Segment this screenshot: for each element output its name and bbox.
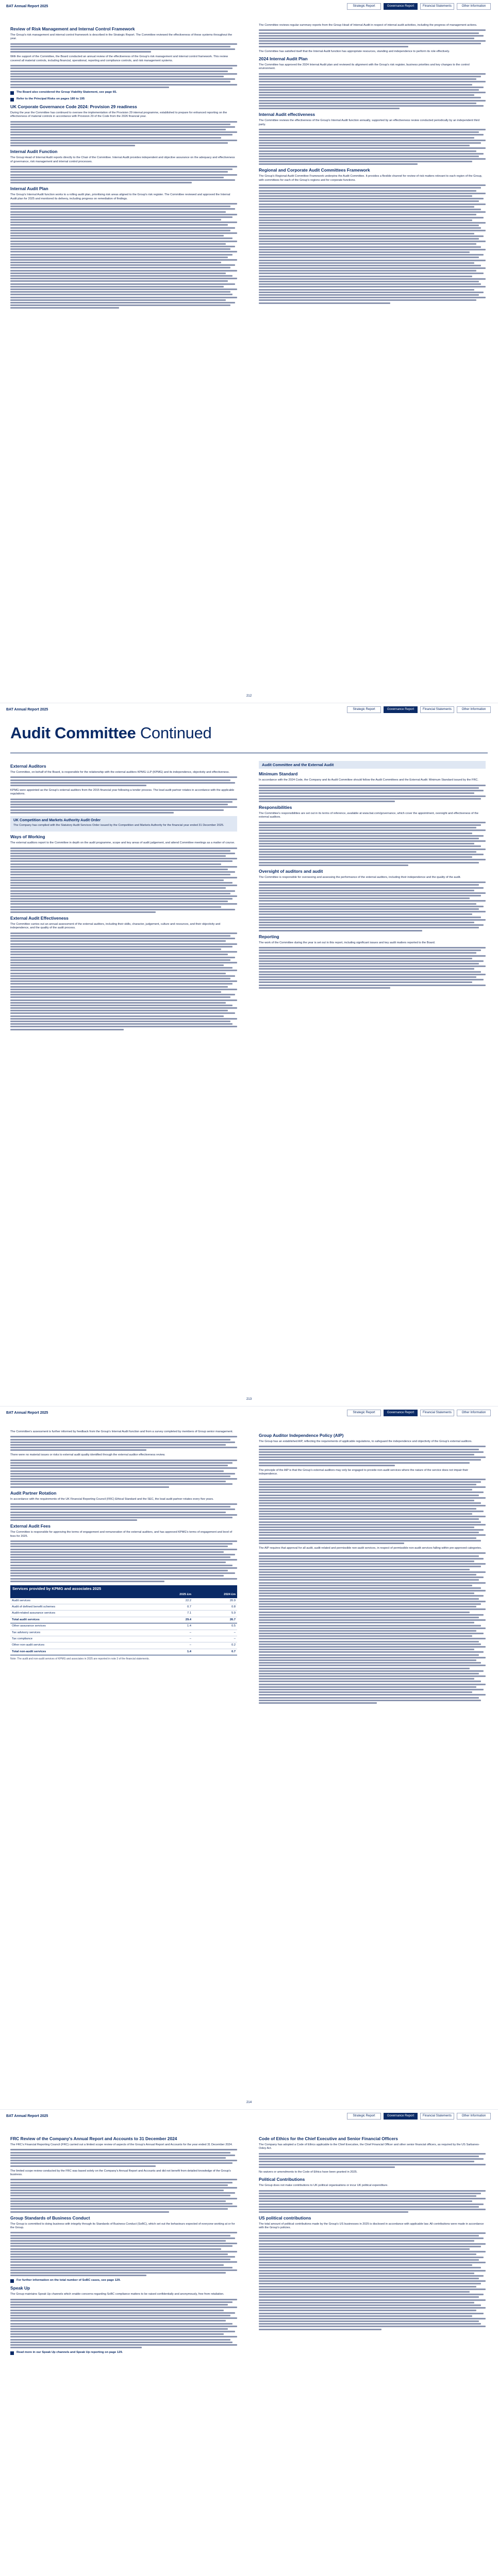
section-heading: 2024 Internal Audit Plan — [259, 56, 308, 61]
text-lines — [259, 822, 486, 866]
row-value: 22.2 — [148, 1598, 193, 1604]
section-heading: Speak Up — [10, 2285, 30, 2291]
section-heading: Minimum Standard — [259, 771, 298, 777]
arrow-icon — [10, 2279, 14, 2283]
row-label: Audit of defined benefit schemes — [10, 1604, 148, 1611]
section-heading: US political contributions — [259, 2215, 311, 2221]
section-nav — [347, 2113, 491, 2120]
section-heading: Review of Risk Management and Internal Control Framework — [10, 26, 135, 31]
cross-reference[interactable]: Refer to the Principal Risks on pages 180 to 195 — [10, 97, 237, 101]
header-bar — [0, 2110, 498, 2123]
paragraph: The Group's Regional Audit Committee Framework underpins the Audit Committee. It provides a flexible channel for review of risk matters relevant to each region of the Group, with committees for each of the Group's regions and for corporate functions. — [259, 175, 483, 182]
header-bar — [0, 703, 498, 717]
row-value: 5.9 — [193, 1611, 237, 1617]
text-lines — [10, 848, 237, 913]
tab-strategic-report[interactable]: Strategic Report — [347, 706, 381, 713]
paragraph: With the support of the Committee, the Board conducted an annual review of the effectiveness of the Group's risk management and internal control framework. This review covered all material controls, including financial, operational, reporting and compliance controls, and risk management systems. — [10, 55, 228, 62]
text-lines — [10, 1460, 237, 1488]
tab-other-information[interactable]: Other Information — [457, 706, 491, 713]
table-row — [10, 1636, 237, 1642]
text-lines — [10, 2149, 237, 2166]
fees-table — [10, 1592, 237, 1655]
paragraph: KPMG were appointed as the Group's external auditors from the 2015 financial year following a tender process. The lead audit partner rotates in accordance with the applicable regulations. — [10, 788, 235, 796]
section-nav — [347, 1410, 491, 1416]
cross-reference[interactable]: Read more in our Speak Up channels and Speak Up reporting on page 129. — [10, 2351, 237, 2355]
table-header-row — [10, 1592, 237, 1598]
paragraph: The FRC's Financial Reporting Council (FRC) carried out a limited scope review of aspects of the Group's Annual Report and Accounts for the year ended 31 December 2024. — [10, 2143, 233, 2146]
column-header: 2024 £m — [193, 1592, 237, 1598]
section-heading: External Audit Fees — [10, 1523, 51, 1529]
paragraph: The Group does not make contributions to UK political organisations or incur UK political expenditure. — [259, 2184, 388, 2188]
text-lines — [10, 203, 237, 309]
paragraph: No waivers or amendments to the Code of Ethics have been granted in 2025. — [259, 2170, 358, 2174]
tab-financial-statements[interactable]: Financial Statements — [420, 706, 454, 713]
cross-reference[interactable]: For further information on the total number of SoBC cases, see page 129. — [10, 2279, 237, 2283]
row-value: 7.1 — [148, 1611, 193, 1617]
row-value: – — [148, 1636, 193, 1642]
paragraph: During the year the Committee has continued to oversee the implementation of the Provision 29 internal programme, established to prepare for enhanced reporting on the effectiveness of material controls in accordance with Provision 29 of the Code from the 2026 financial year. — [10, 111, 227, 118]
column-header — [10, 1592, 148, 1598]
tab-other-information[interactable]: Other Information — [457, 2113, 491, 2120]
page-1 — [0, 0, 498, 703]
text-lines — [259, 2190, 486, 2213]
page-2 — [0, 703, 498, 1406]
report-title: BAT Annual Report 2025 — [6, 2114, 48, 2118]
row-value: 1.4 — [148, 1649, 193, 1655]
row-value: 20.9 — [193, 1598, 237, 1604]
row-value: 1.4 — [148, 1623, 193, 1630]
row-label: Total non-audit services — [10, 1649, 148, 1655]
text-lines — [10, 933, 237, 1030]
row-value: – — [148, 1642, 193, 1649]
page1-left-column — [10, 24, 237, 311]
paragraph: The external auditors report to the Committee in depth on the audit programme, scope and key areas of audit judgement, and attend Committee meetings as a matter of course. — [10, 841, 235, 845]
page-number: 213 — [246, 1397, 252, 1401]
text-lines — [259, 947, 486, 989]
section-heading: Reporting — [259, 934, 279, 939]
table-row — [10, 1611, 237, 1617]
row-value: – — [148, 1630, 193, 1636]
paragraph: The Group's risk management and internal control framework is described in the Strategic Report. The Committee reviewed the effectiveness of these systems throughout the year. — [10, 33, 233, 41]
text-lines — [259, 184, 486, 303]
row-value: 0.7 — [148, 1604, 193, 1611]
arrow-icon — [10, 98, 14, 101]
report-title: BAT Annual Report 2025 — [6, 708, 48, 711]
row-label: Audit-related assurance services — [10, 1611, 148, 1617]
section-heading: Code of Ethics for the Chief Executive and Senior Financial Officers — [259, 2136, 398, 2141]
paragraph: The Committee's responsibilities are set out in its terms of reference, available at www.bat.com/governance, which cover the appointment, oversight and effectiveness of the external auditors. — [259, 811, 478, 819]
row-label: Total audit services — [10, 1617, 148, 1623]
table-row — [10, 1617, 237, 1623]
table-row — [10, 1630, 237, 1636]
page-title: Audit Committee Continued — [10, 724, 212, 742]
report-title: BAT Annual Report 2025 — [6, 1411, 48, 1415]
paragraph: The AIP requires that approval for all audit, audit-related and permissible non-audit services, in respect of permissible non-audit services falling within pre-approved categories. — [259, 1547, 482, 1550]
section-heading: Audit Partner Rotation — [10, 1490, 57, 1496]
row-value: 26.7 — [193, 1617, 237, 1623]
info-box-heading: UK Competition and Markets Authority Audit Order — [13, 818, 101, 822]
text-lines — [10, 1503, 237, 1521]
section-nav — [347, 3, 491, 10]
paragraph: The Committee, on behalf of the Board, is responsible for the relationship with the external auditors KPMG LLP (KPMG) and its independence, objectivity and effectiveness. — [10, 771, 230, 774]
table-row — [10, 1649, 237, 1655]
header-bar — [0, 1406, 498, 1420]
tab-governance-report[interactable]: Governance Report — [384, 2113, 418, 2120]
page3-left-column — [10, 1430, 237, 1661]
section-heading: Oversight of auditors and audit — [259, 868, 323, 874]
table-row — [10, 1642, 237, 1649]
paragraph: In accordance with the 2024 Code, the Company and its Audit Committee should follow the Audit Committees and the External Audit: Minimum Standard issued by the FRC. — [259, 778, 478, 782]
text-lines — [259, 785, 486, 802]
paragraph: The Committee's assessment is further informed by feedback from the Group's Internal Audit function and from a survey completed by members of Group senior management. — [10, 1430, 234, 1433]
row-value: – — [193, 1630, 237, 1636]
text-lines — [10, 799, 237, 814]
paragraph: The work of the Committee during the year is set out in this report, including significant issues and key audit matters reported to the Board. — [259, 941, 436, 944]
page-number: 212 — [246, 693, 252, 698]
text-lines — [10, 2179, 237, 2212]
text-lines — [10, 2299, 237, 2348]
tab-financial-statements[interactable]: Financial Statements — [420, 2113, 454, 2120]
table-row — [10, 1623, 237, 1630]
text-lines — [10, 2232, 237, 2276]
cross-reference[interactable]: The Board also considered the Group Viability Statement, see page 65. — [10, 91, 237, 95]
paragraph: The Group's Internal Audit function works to a rolling audit plan, prioritising risk areas aligned to the Group's risk register. The Committee reviewed and approved the Internal Audit plan for 2025 and monitored its delivery, including progress on remediation of findings. — [10, 193, 230, 200]
section-nav — [347, 706, 491, 713]
section-heading: UK Corporate Governance Code 2024: Provision 29 readiness — [10, 104, 137, 109]
paragraph: The Company has adopted a Code of Ethics applicable to the Chief Executive, the Chief Financial Officer and other senior financial officers, as required by the US Sarbanes-Oxley Act. — [259, 2143, 480, 2150]
text-lines — [10, 776, 237, 786]
paragraph: The Committee is responsible for overseeing and assessing the performance of the external auditors, including their independence and the quality of the audit. — [259, 875, 461, 879]
paragraph: The Committee has approved the 2024 Internal Audit plan and reviewed its alignment with the Group's risk register, business priorities and key changes to the control environment. — [259, 63, 470, 71]
section-heading: Responsibilities — [259, 804, 292, 810]
row-label: Other assurance services — [10, 1623, 148, 1630]
page1-right-column — [259, 24, 486, 307]
report-title: BAT Annual Report 2025 — [6, 5, 48, 8]
arrow-icon — [10, 2351, 14, 2355]
section-heading: Regional and Corporate Audit Committees Framework — [259, 167, 370, 173]
row-label: Tax advisory services — [10, 1630, 148, 1636]
text-lines — [10, 121, 237, 147]
arrow-icon — [10, 91, 14, 95]
table-row — [10, 1598, 237, 1604]
tab-other-information[interactable]: Other Information — [457, 1410, 491, 1416]
paragraph: The Group has an established AIP, reflecting the requirements of applicable regulations, to safeguard the independence and objectivity of the Group's external auditors. — [259, 1440, 472, 1443]
section-heading: Internal Audit Function — [10, 149, 58, 155]
section-heading: Political Contributions — [259, 2177, 305, 2182]
row-value: 29.4 — [148, 1617, 193, 1623]
text-lines — [259, 1552, 486, 1704]
tab-governance-report[interactable]: Governance Report — [384, 3, 418, 10]
info-box-text: The Company has complied with the Statutory Audit Services Order issued by the Competition and Markets Authority for the financial year ended 31 December 2025. — [13, 823, 224, 827]
section-heading: Internal Audit Plan — [10, 186, 48, 192]
text-lines — [259, 2153, 486, 2168]
section-heading: Group Standards of Business Conduct — [10, 2215, 90, 2221]
section-heading: External Audit Effectiveness — [10, 916, 69, 921]
page3-right-column — [259, 1430, 486, 1706]
paragraph: The Committee reviews the effectiveness of the Group's Internal Audit function annually, supported by an effectiveness review conducted periodically by an independent third party. — [259, 119, 479, 126]
section-heading: Internal Audit effectiveness — [259, 112, 316, 117]
text-lines — [259, 882, 486, 931]
column-header: 2025 £m — [148, 1592, 193, 1598]
tab-strategic-report[interactable]: Strategic Report — [347, 3, 381, 10]
text-lines — [10, 1436, 237, 1451]
fees-table-body — [10, 1598, 237, 1655]
page2-left-column — [10, 761, 237, 1033]
tab-strategic-report[interactable]: Strategic Report — [347, 2113, 381, 2120]
section-heading: FRC Review of the Company's Annual Report and Accounts to 31 December 2024 — [10, 2136, 177, 2141]
page-3 — [0, 1406, 498, 2110]
paragraph: The Committee carries out an annual assessment of the external auditors, including their skills, character, judgement, culture and resources, and their objectivity and independence, and the quality of the audit process. — [10, 923, 221, 930]
tab-financial-statements[interactable]: Financial Statements — [420, 1410, 454, 1416]
fees-table-title: Services provided by KPMG and associates 2025 — [10, 1585, 237, 1592]
page4-right-column — [259, 2133, 486, 2333]
section-heading: Group Auditor Independence Policy (AIP) — [259, 1433, 344, 1438]
section-heading: Ways of Working — [10, 834, 45, 840]
page4-left-column — [10, 2133, 237, 2358]
paragraph: There were no material issues or risks to external audit quality identified through the external auditor effectiveness review. — [10, 1453, 165, 1457]
paragraph: The Group maintains Speak Up channels which enable concerns regarding SoBC compliance matters to be raised confidentially and anonymously, free from retaliation. — [10, 2293, 224, 2296]
paragraph: The limited scope review conducted by the FRC was based solely on the Company's Annual Report and Accounts and did not benefit from detailed knowledge of the Group's business. — [10, 2169, 231, 2176]
tab-governance-report[interactable]: Governance Report — [384, 706, 418, 713]
text-lines — [259, 29, 486, 47]
table-note: Note: The audit and non-audit services of KPMG and associates in 2025 are reported in note 3 of the financial statements. — [10, 1657, 150, 1661]
row-value: 0.8 — [193, 1604, 237, 1611]
row-value: 0.5 — [193, 1623, 237, 1630]
row-value: 0.2 — [193, 1642, 237, 1649]
paragraph: In accordance with the requirements of the UK Financial Reporting Council (FRC) Ethical Standard and the SEC, the lead audit partner rotates every five years. — [10, 1497, 214, 1501]
row-value: – — [193, 1636, 237, 1642]
table-row — [10, 1604, 237, 1611]
paragraph: The Group is committed to doing business with integrity through its Standards of Business Conduct (SoBC), which set out the behaviours expected of everyone working at or for the Group. — [10, 2222, 235, 2229]
text-lines — [10, 65, 237, 88]
paragraph: The Group Head of Internal Audit reports directly to the Chair of the Committee. Internal Audit provides independent and objective assurance on the adequacy and effectiveness of governance, risk management and internal control processes. — [10, 156, 235, 163]
text-lines — [259, 2232, 486, 2330]
paragraph: The Committee is responsible for approving the terms of engagement and remuneration of the external auditors, and has approved KPMG's terms of engagement and level of fees for 2025. — [10, 1531, 233, 1538]
paragraph: The Committee has satisfied itself that the Internal Audit function has appropriate resources, standing and independence to perform its role effectively. — [259, 49, 450, 53]
text-lines — [259, 1479, 486, 1545]
page2-right-column — [259, 761, 486, 991]
row-label: Audit services — [10, 1598, 148, 1604]
info-box — [10, 816, 237, 832]
row-label: Other non-audit services — [10, 1642, 148, 1649]
row-label: Tax compliance — [10, 1636, 148, 1642]
row-value: 0.7 — [193, 1649, 237, 1655]
text-lines — [10, 43, 237, 53]
paragraph: The Committee reviews regular summary reports from the Group Head of Internal Audit in respect of internal audit activities, including the progress of management actions. — [259, 24, 477, 27]
tab-governance-report[interactable]: Governance Report — [384, 1410, 418, 1416]
page-number: 214 — [246, 2100, 252, 2104]
text-lines — [10, 166, 237, 183]
text-lines — [259, 73, 486, 109]
paragraph: The principle of the AIP is that the Group's external auditors may only be engaged to provide non-audit services where the nature of the service does not impair their independence. — [259, 1468, 469, 1476]
text-lines — [10, 1540, 237, 1582]
text-lines — [259, 129, 486, 165]
section-banner: Audit Committee and the External Audit — [259, 761, 486, 769]
tab-financial-statements[interactable]: Financial Statements — [420, 3, 454, 10]
tab-strategic-report[interactable]: Strategic Report — [347, 1410, 381, 1416]
header-bar — [0, 0, 498, 13]
paragraph: The total amount of political contributions made by the Group's US businesses in 2025 is disclosed in accordance with applicable law. All contributions were made in accordance with the Group's policies. — [259, 2223, 484, 2230]
page-4 — [0, 2110, 498, 2576]
section-heading: External Auditors — [10, 764, 46, 769]
tab-other-information[interactable]: Other Information — [457, 3, 491, 10]
text-lines — [259, 1446, 486, 1466]
